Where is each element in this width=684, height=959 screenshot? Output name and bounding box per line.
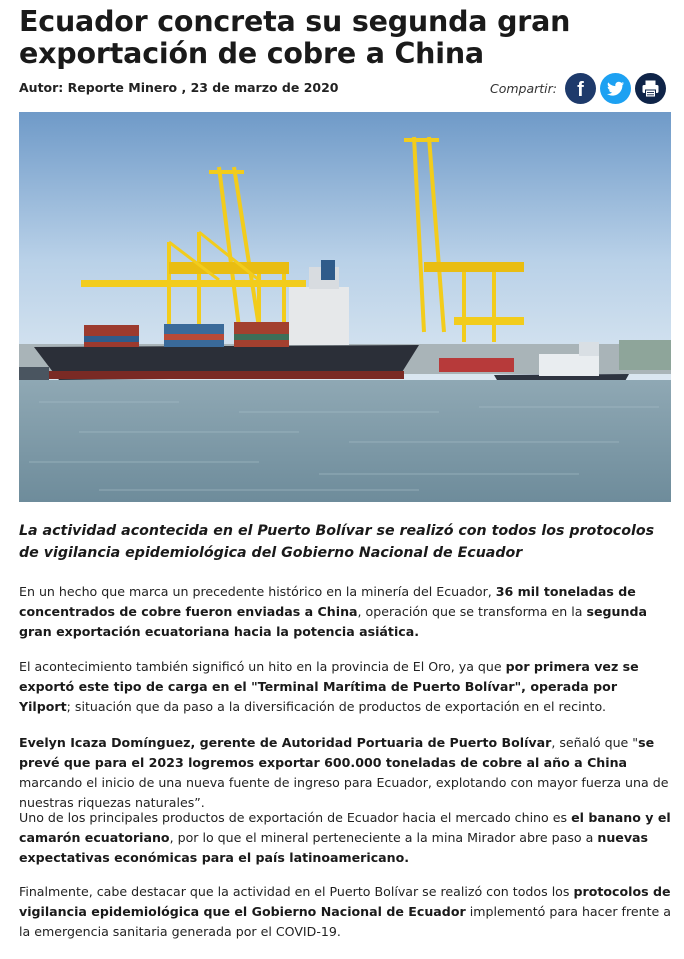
printer-icon (635, 73, 666, 104)
print-button[interactable] (635, 73, 666, 104)
facebook-icon (565, 73, 596, 104)
p3-text-1: , señaló que " (551, 735, 639, 750)
port-photo-illustration (19, 112, 671, 502)
hero-image (19, 112, 671, 502)
p3-text-2: marcando el inicio de una nueva fuente de ingreso para Ecuador, explotando con mayor fuerza una de nuestras riquezas naturales”. (19, 775, 669, 810)
p5-text-2: implementó para hacer frente a la emergencia sanitaria generada por el COVID-19. (19, 904, 671, 939)
p4-text-2: , por lo que el mineral perteneciente a la mina Mirador abre paso a (169, 830, 598, 845)
facebook-share-button[interactable] (565, 73, 596, 104)
p4-text-1: Uno de los principales productos de exportación de Ecuador hacia el mercado chino es (19, 810, 572, 825)
p2-bold-1: por primera vez se exportó este tipo de carga en el "Terminal Marítima de Puerto Bolívar", operada por Yilport (19, 659, 639, 714)
article-meta: Autor: Reporte Minero , 23 de marzo de 2020 (19, 80, 339, 95)
p4-bold-1: el banano y el camarón ecuatoriano (19, 810, 671, 845)
p3-bold-2: se prevé que para el 2023 logremos exportar 600.000 toneladas de cobre al año a China (19, 735, 655, 770)
twitter-share-button[interactable] (600, 73, 631, 104)
article-title: Ecuador concreta su segunda gran exportación de cobre a China (19, 5, 571, 70)
p5-text-1: Finalmente, cabe destacar que la actividad en el Puerto Bolívar se realizó con todos los (19, 884, 574, 899)
p2-text-1: El acontecimiento también significó un hito en la provincia de El Oro, ya que (19, 659, 506, 674)
p1-bold-2: segunda gran exportación ecuatoriana hacia la potencia asiática. (19, 604, 647, 639)
p3-bold-1: Evelyn Icaza Domínguez, gerente de Autoridad Portuaria de Puerto Bolívar (19, 735, 552, 750)
p4-bold-2: nuevas expectativas económicas para el país latinoamericano. (19, 830, 649, 865)
p1-text-2: , operación que se transforma en la (357, 604, 587, 619)
paragraph-1 (19, 582, 671, 642)
article-lead: La actividad acontecida en el Puerto Bolívar se realizó con todos los protocolos de vigilancia epidemiológica del Gobierno Nacional de Ecuador (19, 523, 655, 561)
paragraph-2 (19, 657, 671, 717)
p5-bold-1: protocolos de vigilancia epidemiológica que el Gobierno Nacional de Ecuador (19, 884, 671, 919)
paragraph-4 (19, 808, 671, 868)
share-label: Compartir: (489, 81, 557, 96)
share-bar (490, 73, 666, 104)
svg-text:f: f (577, 79, 584, 101)
p1-bold-1: 36 mil toneladas de concentrados de cobre fueron enviadas a China (19, 584, 636, 619)
paragraph-3 (19, 733, 671, 813)
p2-text-2: ; situación que da paso a la diversificación de productos de exportación en el recinto. (66, 699, 606, 714)
p1-text-1: En un hecho que marca un precedente histórico en la minería del Ecuador, (19, 584, 496, 599)
twitter-icon (600, 73, 631, 104)
paragraph-5 (19, 882, 671, 942)
